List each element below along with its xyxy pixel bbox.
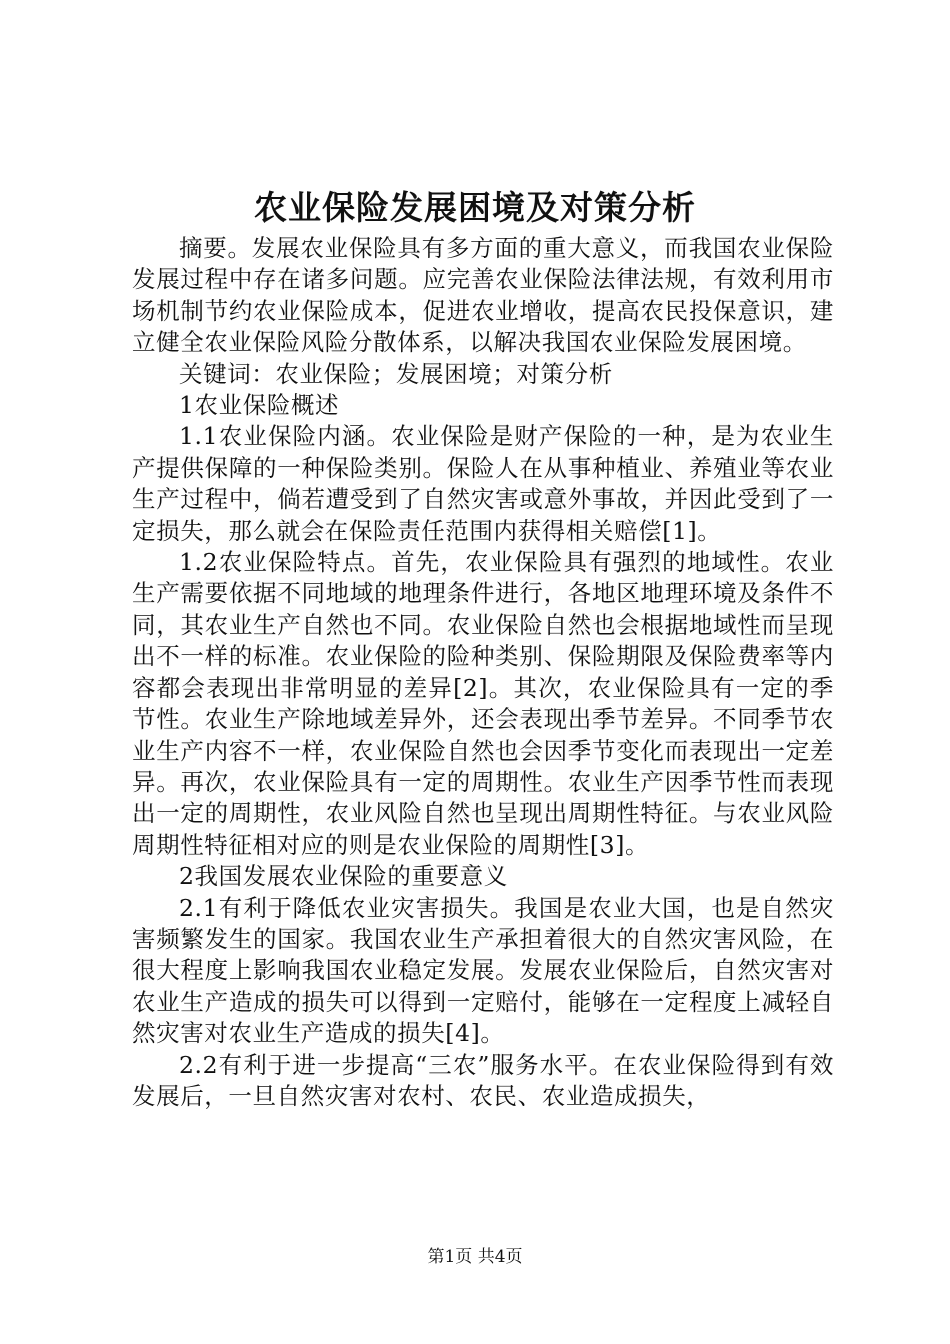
section-2-2-paragraph: 2.2有利于进一步提高“三农”服务水平。在农业保险得到有效发展后，一旦自然灾害对农村、农民、农业造成损失， xyxy=(132,1050,834,1110)
document-body xyxy=(132,233,834,1112)
keywords-line: 关键词：农业保险；发展困境；对策分析 xyxy=(179,359,613,388)
document-title: 农业保险发展困境及对策分析 xyxy=(254,188,696,227)
section-2-1-paragraph: 2.1有利于降低农业灾害损失。我国是农业大国，也是自然灾害频繁发生的国家。我国农业生产承担着很大的自然灾害风险，在很大程度上影响我国农业稳定发展。发展农业保险后，自然灾害对农业生产造成的损失可以得到一定赔付，能够在一定程度上减轻自然灾害对农业生产造成的损失[4]。 xyxy=(132,893,834,1048)
section-1-2-paragraph: 1.2农业保险特点。首先，农业保险具有强烈的地域性。农业生产需要依据不同地域的地理条件进行，各地区地理环境及条件不同，其农业生产自然也不同。农业保险自然也会根据地域性而呈现出不一样的标准。农业保险的险种类别、保险期限及保险费率等内容都会表现出非常明显的差异[2]。其次，农业保险具有一定的季节性。农业生产除地域差异外，还会表现出季节差异。不同季节农业生产内容不一样，农业保险自然也会因季节变化而表现出一定差异。再次，农业保险具有一定的周期性。农业生产因季节性而表现出一定的周期性，农业风险自然也呈现出周期性特征。与农业风险周期性特征相对应的则是农业保险的周期性[3]。 xyxy=(132,548,834,859)
page-number-footer: 第1页 共4页 xyxy=(427,1247,523,1267)
section-heading-1: 1农业保险概述 xyxy=(179,391,340,420)
section-heading-2: 2我国发展农业保险的重要意义 xyxy=(179,862,508,891)
abstract-paragraph: 摘要。发展农业保险具有多方面的重大意义，而我国农业保险发展过程中存在诸多问题。应完善农业保险法律法规，有效利用市场机制节约农业保险成本，促进农业增收，提高农民投保意识，建立健全农业保险风险分散体系，以解决我国农业保险发展困境。 xyxy=(132,234,834,357)
section-1-1-paragraph: 1.1农业保险内涵。农业保险是财产保险的一种，是为农业生产提供保障的一种保险类别。保险人在从事种植业、养殖业等农业生产过程中，倘若遭受到了自然灾害或意外事故，并因此受到了一定损失，那么就会在保险责任范围内获得相关赔偿[1]。 xyxy=(132,422,834,545)
